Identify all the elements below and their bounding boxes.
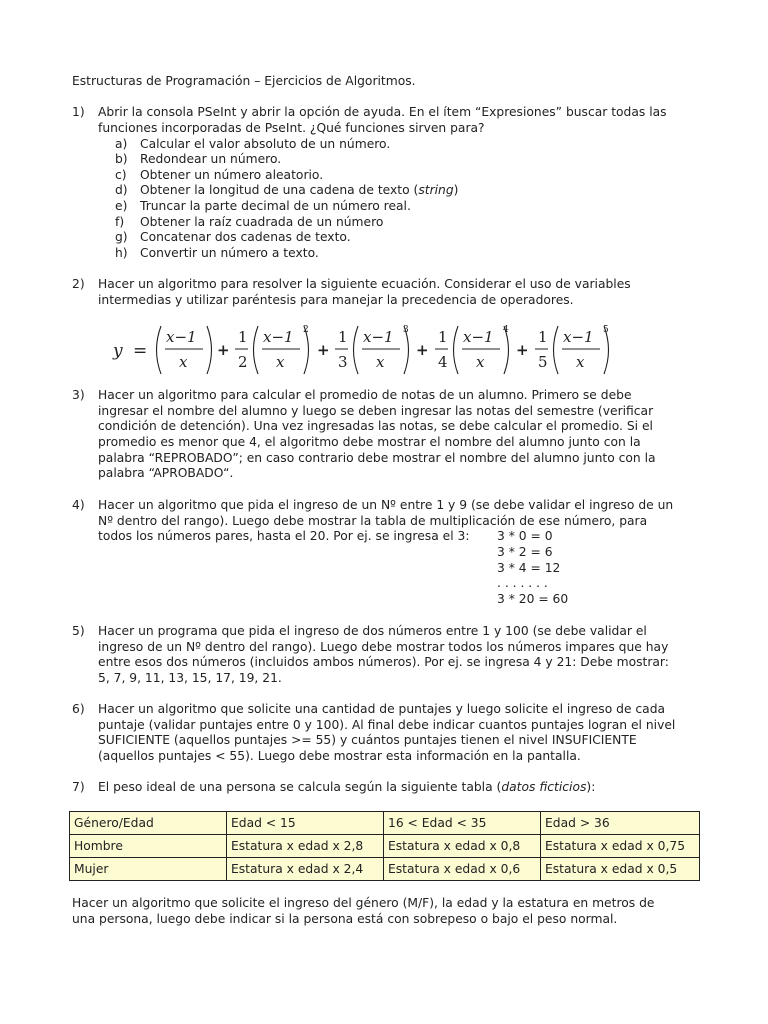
example-line: . . . . . . . — [497, 576, 548, 590]
document-title: Estructuras de Programación – Ejercicios de Algoritmos. — [72, 74, 416, 88]
table-cell: Estatura x edad x 2,4 — [227, 858, 384, 881]
table-header-cell: Edad > 36 — [541, 812, 700, 835]
table-cell: Estatura x edad x 0,6 — [384, 858, 541, 881]
exponent: 3 — [403, 325, 409, 335]
exercise-text: Hacer un algoritmo para resolver la siguiente ecuación. Considerar el uso de variables — [98, 277, 631, 291]
paren-right — [207, 326, 212, 374]
term-5 — [535, 325, 609, 374]
list-item-label: e) — [115, 199, 128, 213]
fraction-denominator: x — [476, 353, 485, 371]
list-item: Calcular el valor absoluto de un número. — [140, 137, 391, 151]
table-header-cell: 16 < Edad < 35 — [384, 812, 541, 835]
term-1 — [157, 326, 212, 374]
term-2 — [235, 325, 309, 374]
exercise-text: intermedias y utilizar paréntesis para manejar la precedencia de operadores. — [98, 293, 574, 307]
exercise-text: ingresar el nombre del alumno y luego se deben ingresar las notas del semestre (verificar — [98, 404, 654, 418]
fraction-numerator: x−1 — [263, 328, 294, 346]
list-item: Redondear un número. — [140, 152, 282, 166]
exercise-number: 2) — [72, 277, 85, 291]
list-item: Concatenar dos cadenas de texto. — [140, 230, 351, 244]
equals-sign: = — [133, 341, 148, 361]
coefficient-numerator: 1 — [438, 328, 448, 346]
intro-text-end: ): — [586, 780, 596, 794]
closing-text: una persona, luego debe indicar si la persona está con sobrepeso o bajo el peso normal. — [72, 912, 618, 926]
plus-sign: + — [516, 341, 529, 359]
coefficient-numerator: 1 — [538, 328, 548, 346]
table-cell: Estatura x edad x 2,8 — [227, 835, 384, 858]
list-item-label: h) — [115, 246, 128, 260]
coefficient-denominator: 5 — [538, 353, 548, 371]
exercise-text: SUFICIENTE (aquellos puntajes >= 55) y cuántos puntajes tienen el nivel INSUFICIENTE — [98, 733, 637, 747]
list-item-label: a) — [115, 137, 128, 151]
table-cell: Estatura x edad x 0,75 — [541, 835, 700, 858]
list-item-label: c) — [115, 168, 127, 182]
exercise-text: Hacer un programa que pida el ingreso de dos números entre 1 y 100 (se debe validar el — [98, 624, 647, 638]
table-header-cell: Género/Edad — [70, 812, 227, 835]
exercise-number: 7) — [72, 780, 85, 794]
exercise-text: Hacer un algoritmo para calcular el promedio de notas de un alumno. Primero se debe — [98, 388, 632, 402]
term-4 — [435, 325, 509, 374]
fraction-numerator: x−1 — [363, 328, 394, 346]
paren-left — [157, 326, 162, 374]
exercise-number: 1) — [72, 105, 85, 119]
table-row — [70, 835, 700, 858]
coefficient-denominator: 3 — [338, 353, 348, 371]
fraction-numerator: x−1 — [166, 328, 197, 346]
closing-text: Hacer un algoritmo que solicite el ingreso del género (M/F), la edad y la estatura en metros de — [72, 896, 655, 910]
exercise-number: 4) — [72, 498, 85, 512]
intro-emphasis: datos ficticios — [501, 780, 587, 794]
fraction-denominator: x — [376, 353, 385, 371]
exponent: 2 — [303, 325, 309, 335]
exercise-text: palabra “REPROBADO”; en caso contrario debe mostrar el nombre del alumno junto con la — [98, 451, 656, 465]
list-item: Obtener un número aleatorio. — [140, 168, 324, 182]
fraction-numerator: x−1 — [563, 328, 594, 346]
exercise-text: promedio es menor que 4, el algoritmo debe mostrar el nombre del alumno junto con la — [98, 435, 641, 449]
exercise-number: 5) — [72, 624, 85, 638]
fraction-denominator: x — [179, 353, 188, 371]
term-3 — [335, 325, 409, 374]
exercise-number: 6) — [72, 702, 85, 716]
equation — [105, 322, 625, 378]
plus-sign: + — [317, 341, 330, 359]
table-header-row — [70, 812, 700, 835]
exercise-text — [98, 780, 595, 795]
list-item: Obtener la raíz cuadrada de un número — [140, 215, 384, 229]
exercise-text: Abrir la consola PSeInt y abrir la opción de ayuda. En el ítem “Expresiones” buscar todas las — [98, 105, 667, 119]
exercise-text: (aquellos puntajes < 55). Luego debe mostrar esta información en la pantalla. — [98, 749, 581, 763]
list-item: Convertir un número a texto. — [140, 246, 319, 260]
table-header-cell: Edad < 15 — [227, 812, 384, 835]
exponent: 4 — [503, 325, 509, 335]
equation-lhs: y — [113, 341, 123, 361]
paren-left — [254, 326, 259, 374]
example-line: 3 * 2 = 6 — [497, 545, 553, 559]
coefficient-numerator: 1 — [338, 328, 348, 346]
exercise-text: palabra “APROBADO“. — [98, 466, 234, 480]
table-cell: Estatura x edad x 0,8 — [384, 835, 541, 858]
list-item: Truncar la parte decimal de un número real. — [140, 199, 411, 213]
coefficient-denominator: 2 — [238, 353, 248, 371]
fraction-denominator: x — [276, 353, 285, 371]
coefficient-denominator: 4 — [438, 353, 448, 371]
list-item-label: b) — [115, 152, 128, 166]
exercise-text: entre esos dos números (incluidos ambos números). Por ej. se ingresa 4 y 21: Debe mostrar: — [98, 655, 669, 669]
intro-text: El peso ideal de una persona se calcula según la siguiente tabla ( — [98, 780, 502, 794]
fraction-denominator: x — [576, 353, 585, 371]
list-item-emphasis: string — [418, 183, 454, 197]
paren-left — [454, 326, 459, 374]
exercise-text: todos los números pares, hasta el 20. Por ej. se ingresa el 3: — [98, 529, 470, 543]
coefficient-numerator: 1 — [238, 328, 248, 346]
list-item-text-end: ) — [453, 183, 459, 197]
exercise-text: 5, 7, 9, 11, 13, 15, 17, 19, 21. — [98, 671, 282, 685]
list-item-label: d) — [115, 183, 128, 197]
example-line: 3 * 0 = 0 — [497, 529, 553, 543]
list-item — [140, 183, 458, 198]
plus-sign: + — [217, 341, 230, 359]
exercise-text: Hacer un algoritmo que solicite una cantidad de puntajes y luego solicite el ingreso de cada — [98, 702, 666, 716]
exercise-text: puntaje (validar puntajes entre 0 y 100). Al final debe indicar cuantos puntajes logran el nivel — [98, 718, 676, 732]
ideal-weight-table — [69, 811, 700, 881]
paren-left — [354, 326, 359, 374]
fraction-numerator: x−1 — [463, 328, 494, 346]
exercise-text: Nº dentro del rango). Luego debe mostrar la tabla de multiplicación de ese número, para — [98, 514, 648, 528]
example-line: 3 * 4 = 12 — [497, 561, 561, 575]
example-line: 3 * 20 = 60 — [497, 592, 569, 606]
table-cell: Hombre — [70, 835, 227, 858]
table-cell: Mujer — [70, 858, 227, 881]
table-cell: Estatura x edad x 0,5 — [541, 858, 700, 881]
table-row — [70, 858, 700, 881]
exercise-text: ingreso de un Nº dentro del rango). Luego debe mostrar todos los números impares que hay — [98, 640, 669, 654]
list-item-label: g) — [115, 230, 128, 244]
paren-left — [554, 326, 559, 374]
list-item-label: f) — [115, 215, 125, 229]
exercise-text: condición de detención). Una vez ingresadas las notas, se debe calcular el promedio. Si el — [98, 419, 653, 433]
exercise-number: 3) — [72, 388, 85, 402]
plus-sign: + — [416, 341, 429, 359]
exercise-text: Hacer un algoritmo que pida el ingreso de un Nº entre 1 y 9 (se debe validar el ingreso de un — [98, 498, 674, 512]
exponent: 5 — [603, 325, 609, 335]
exercise-text: funciones incorporadas de PseInt. ¿Qué funciones sirven para? — [98, 121, 485, 135]
list-item-text: Obtener la longitud de una cadena de texto ( — [140, 183, 419, 197]
